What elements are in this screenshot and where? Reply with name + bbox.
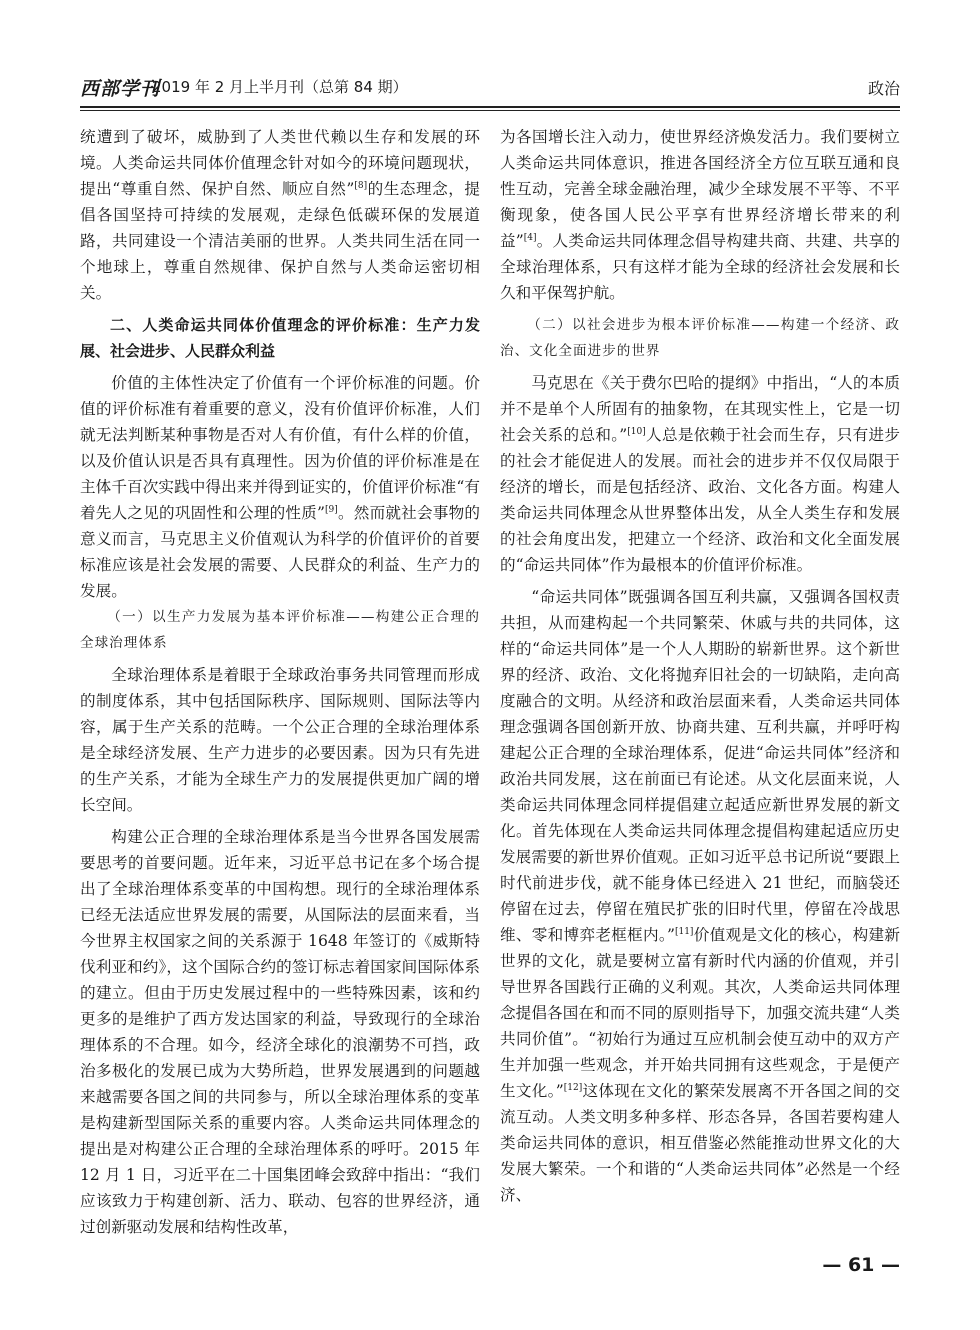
section-heading: 二、人类命运共同体价值理念的评价标准：生产力发展、社会进步、人民群众利益 bbox=[80, 316, 480, 360]
page-number: — 61 — bbox=[822, 1254, 900, 1276]
citation-ref: [11] bbox=[674, 926, 694, 937]
paragraph: 马克思在《关于费尔巴哈的提纲》中指出，“人的本质并不是单个人所固有的抽象物，在其现实性上，它是一切社会关系的总和。”[10]人总是依赖于社会而生存，只有进步的社会才能促进人的发展。而社会的进步并不仅仅局限于经济的增长，而是包括经济、政治、文化各方面。构建人类命运共同体理念从世界整体出发，从全人类生存和发展的社会角度出发，把建立一个经济、政治和文化全面发展的“命运共同体”作为最根本的价值评价标准。 bbox=[500, 374, 900, 574]
left-column bbox=[80, 124, 480, 1240]
paragraph: 构建公正合理的全球治理体系是当今世界各国发展需要思考的首要问题。近年来，习近平总书记在多个场合提出了全球治理体系变革的中国构想。现行的全球治理体系已经无法适应世界发展的需要，从国际法的层面来看，当今世界主权国家之间的关系源于 1648 年签订的《威斯特伐利亚和约》，这个国际合约的签订标志着国家间国际体系的建立。但由于历史发展过程中的一些特殊因素，该和约更多的是维护了西方发达国家的利益，导致现行的全球治理体系的不合理。如今，经济全球化的浪潮势不可挡，政治多极化的发展已成为大势所趋，世界发展遇到的问题越来越需要各国之间的共同参与，所以全球治理体系的变革是构建新型国际关系的重要内容。人类命运共同体理念的提出是对构建公正合理的全球治理体系的呼吁。2015 年 12 月 1 日，习近平在二十国集团峰会致辞中指出：“我们应该致力于构建创新、活力、联动、包容的世界经济，通过创新驱动发展和结构性改革， bbox=[80, 828, 480, 1236]
citation-ref: [8] bbox=[354, 180, 368, 191]
paragraph: 统遭到了破坏，威胁到了人类世代赖以生存和发展的环境。人类命运共同体价值理念针对如今的环境问题现状，提出“尊重自然、保护自然、顺应自然”[8]的生态理念，提倡各国坚持可持续的发展观，走绿色低碳环保的发展道路，共同建设一个清洁美丽的世界。人类共同生活在同一个地球上，尊重自然规律、保护自然与人类命运密切相关。 bbox=[80, 128, 480, 302]
citation-ref: [10] bbox=[627, 426, 646, 437]
page-header bbox=[80, 72, 900, 102]
paragraph: 全球治理体系是着眼于全球政治事务共同管理而形成的制度体系，其中包括国际秩序、国际规则、国际法等内容，属于生产关系的范畴。一个公正合理的全球治理体系是全球经济发展、生产力进步的必要因素。因为只有先进的生产关系，才能为全球生产力的发展提供更加广阔的增长空间。 bbox=[80, 666, 480, 814]
header-rule-thin bbox=[80, 110, 900, 111]
section-name: 政治 bbox=[867, 79, 900, 98]
journal-logo: 西部学刊 bbox=[80, 78, 161, 100]
right-column bbox=[500, 124, 900, 1208]
issue-info: 2019 年 2 月上半月刊（总第 84 期） bbox=[152, 78, 408, 96]
paragraph: 为各国增长注入动力，使世界经济焕发活力。我们要树立人类命运共同体意识，推进各国经济全方位互联互通和良性互动，完善全球金融治理，减少全球发展不平等、不平衡现象，使各国人民公平享有世界经济增长带来的利益”[4]。人类命运共同体理念倡导构建共商、共建、共享的全球治理体系，只有这样才能为全球的经济社会发展和长久和平保驾护航。 bbox=[500, 128, 900, 302]
citation-ref: [9] bbox=[325, 504, 338, 515]
citation-ref: [12] bbox=[563, 1082, 583, 1093]
subsection-heading: （二）以社会进步为根本评价标准——构建一个经济、政治、文化全面进步的世界 bbox=[500, 317, 900, 359]
paragraph: 价值的主体性决定了价值有一个评价标准的问题。价值的评价标准有着重要的意义，没有价值评价标准，人们就无法判断某种事物是否对人有价值，有什么样的价值，以及价值认识是否具有真理性。因为价值的评价标准是在主体千百次实践中得出来并得到证实的，价值评价标准“有着先人之见的巩固性和公理的性质”[9]。然而就社会事物的意义而言，马克思主义价值观认为科学的价值评价的首要标准应该是社会发展的需要、人民群众的利益、生产力的发展。 bbox=[80, 374, 480, 600]
citation-ref: [4] bbox=[523, 232, 537, 243]
subsection-heading: （一）以生产力发展为基本评价标准——构建公正合理的全球治理体系 bbox=[80, 609, 480, 651]
header-rule-thick bbox=[80, 106, 900, 108]
paragraph: “命运共同体”既强调各国互利共赢，又强调各国权责共担，从而建构起一个共同繁荣、休戚与共的共同体，这样的“命运共同体”是一个人人期盼的崭新世界。这个新世界的经济、政治、文化将抛弃旧社会的一切缺陷，走向高度融合的文明。从经济和政治层面来看，人类命运共同体理念强调各国创新开放、协商共建、互利共赢，并呼吁构建起公正合理的全球治理体系，促进“命运共同体”经济和政治共同发展，这在前面已有论述。从文化层面来说，人类命运共同体理念同样提倡建立起适应新世界发展的新文化。首先体现在人类命运共同体理念提倡构建起适应历史发展需要的新世界价值观。正如习近平总书记所说“要跟上时代前进步伐，就不能身体已经进入 21 世纪，而脑袋还停留在过去，停留在殖民扩张的旧时代里，停留在冷战思维、零和博弈老框框内。”[11]价值观是文化的核心，构建新世界的文化，就是要树立富有新时代内涵的价值观，并引导世界各国践行正确的义利观。其次，人类命运共同体理念提倡各国在和而不同的原则指导下，加强交流共建“人类共同价值”。“初始行为通过互应机制会使互动中的双方产生并加强一些观念，并开始共同拥有这些观念，于是便产生文化。”[12]这体现在文化的繁荣发展离不开各国之间的交流互动。人类文明多种多样、形态各异，各国若要构建人类命运共同体的意识，相互借鉴必然能推动世界文化的大发展大繁荣。一个和谐的“人类命运共同体”必然是一个经济、 bbox=[500, 588, 900, 1204]
